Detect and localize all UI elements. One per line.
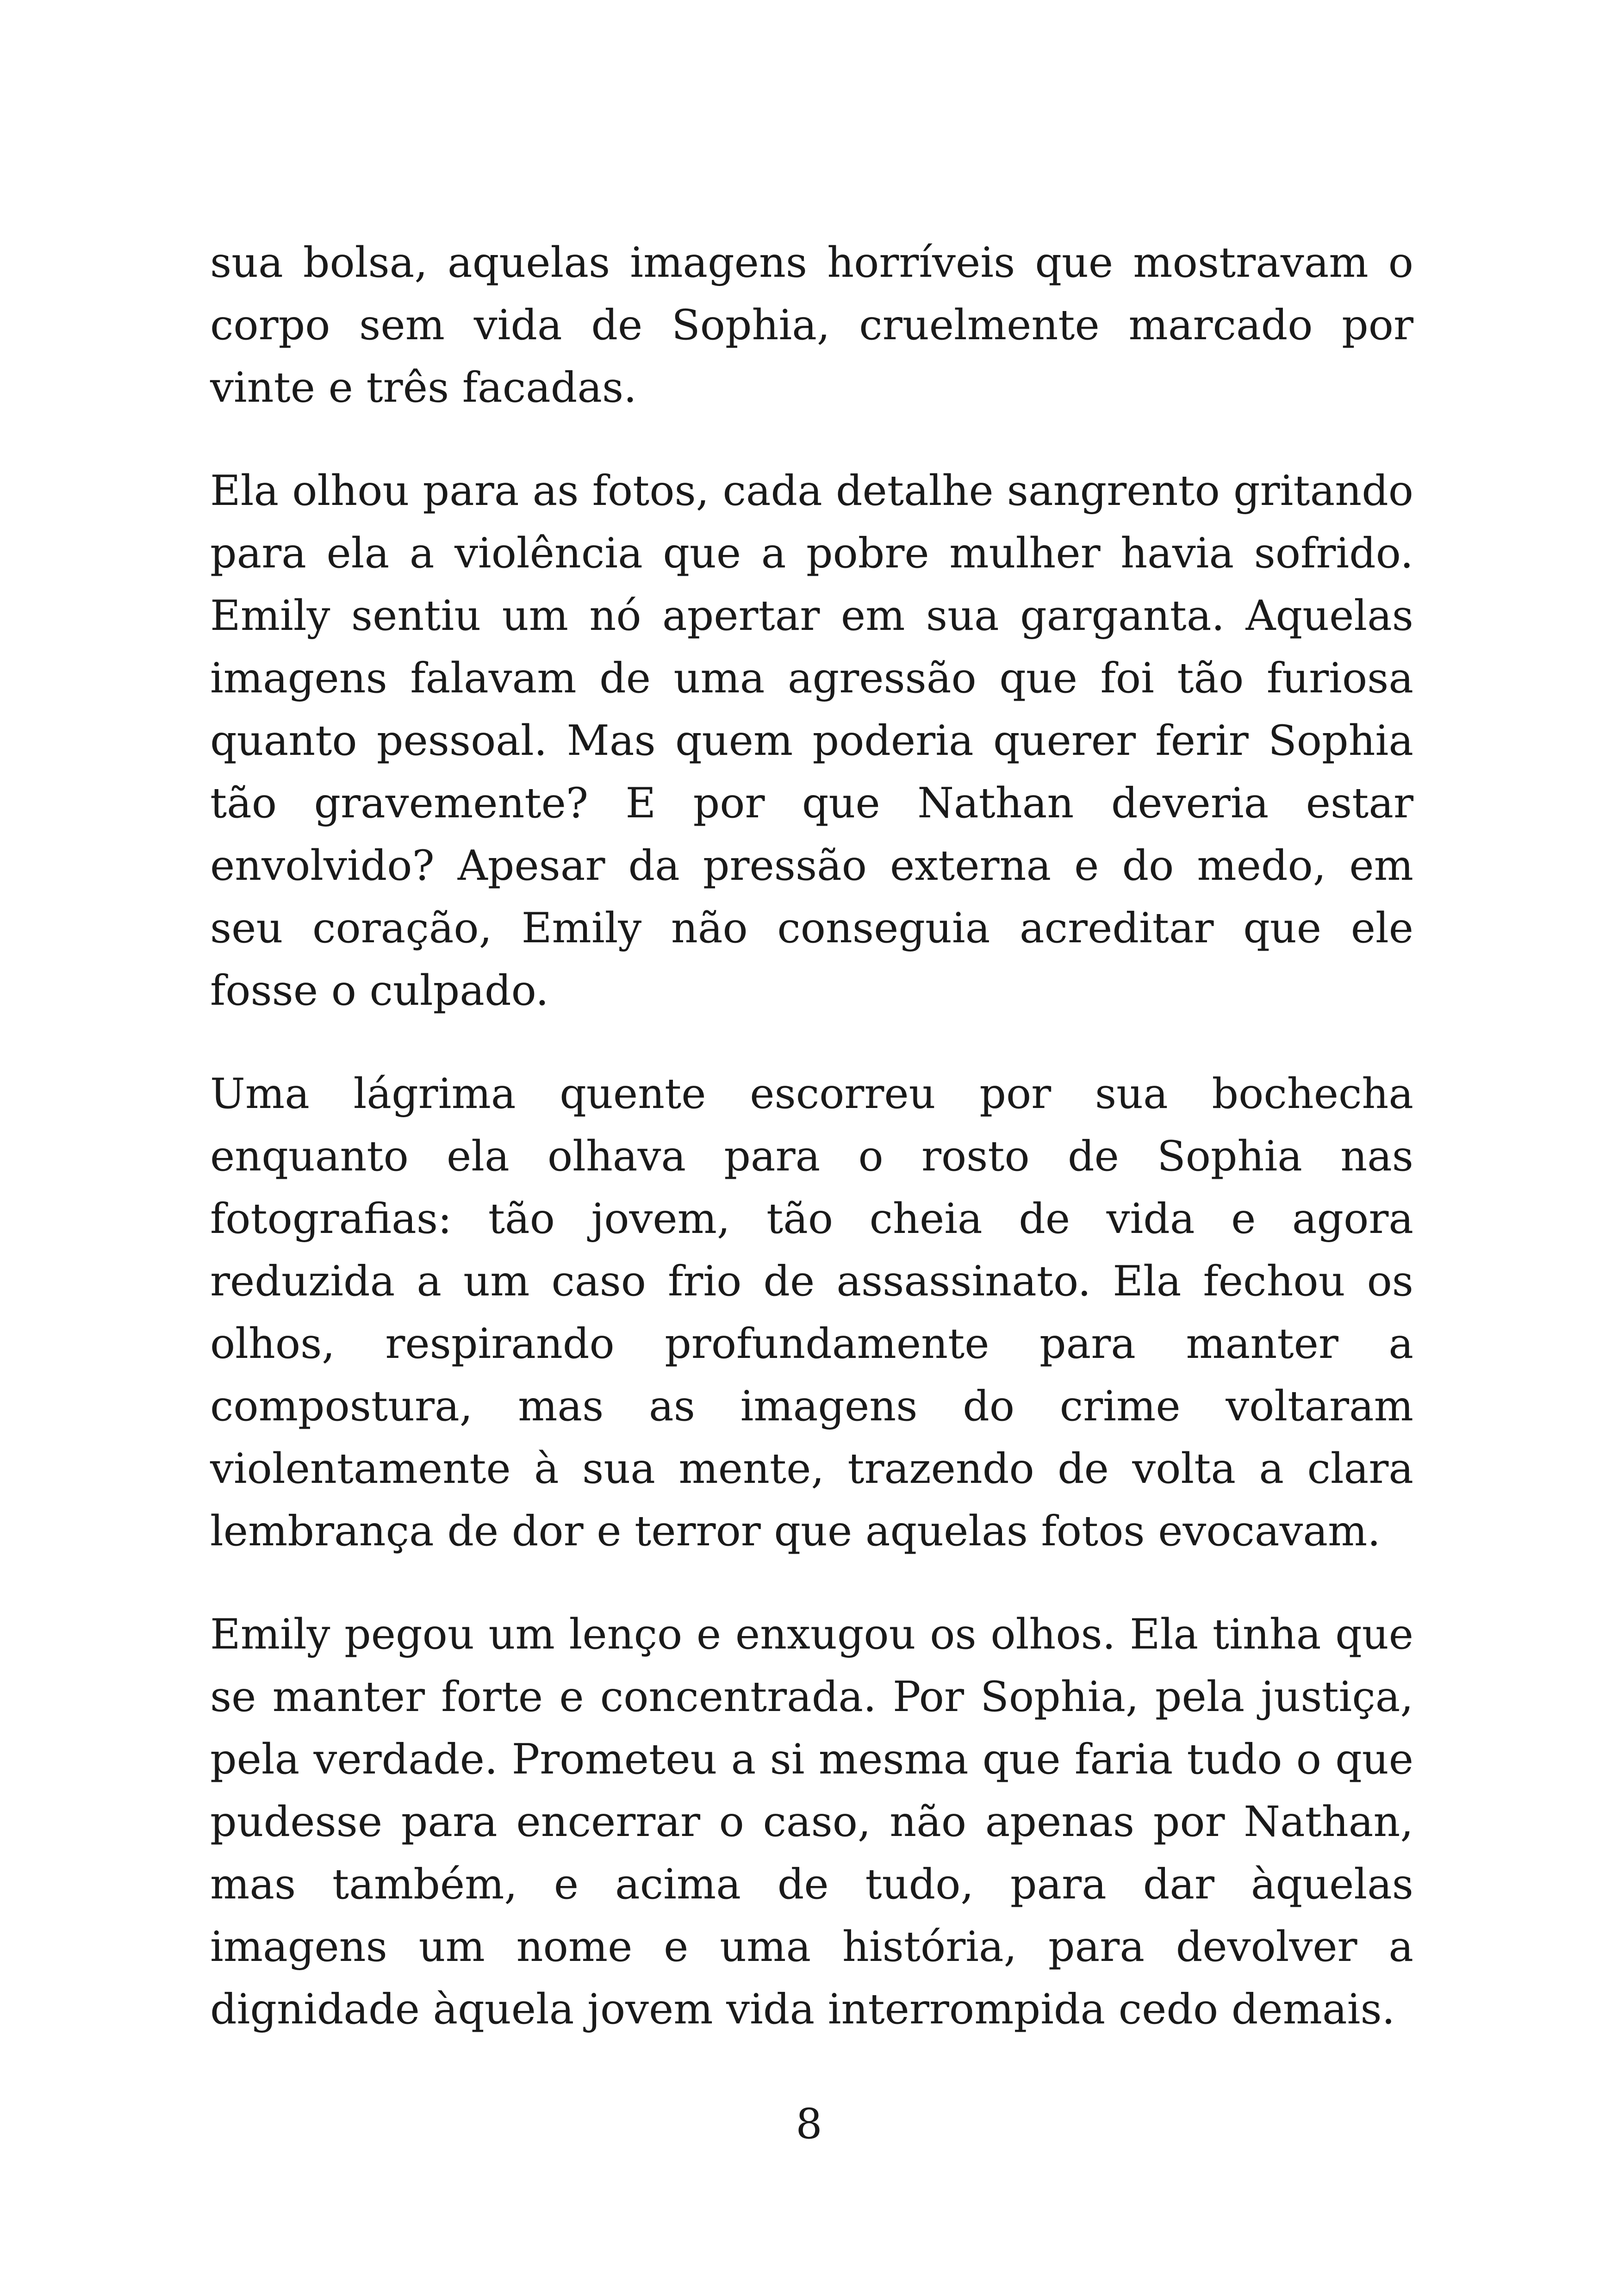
- page-number: 8: [796, 2100, 822, 2148]
- paragraph-2: Ela olhou para as fotos, cada detalhe sangrento gritando para ela a violência que a pobre mulher havia sofrido. Emily sentiu um nó apertar em sua garganta. Aquelas imagens falavam de uma agressão que foi tão furiosa quanto pessoal. Mas quem poderia querer ferir Sophia tão gravemente? E por que Nathan deveria estar envolvido? Apesar da pressão externa e do medo, em seu coração, Emily não conseguia acreditar que ele fosse o culpado.: [210, 467, 1413, 1015]
- paragraph-3: Uma lágrima quente escorreu por sua bochecha enquanto ela olhava para o rosto de Sophia nas fotografias: tão jovem, tão cheia de vida e agora reduzida a um caso frio de assassinato. Ela fechou os olhos, respirando profundamente para manter a compostura, mas as imagens do crime voltaram violentamente à sua mente, trazendo de volta a clara lembrança de dor e terror que aquelas fotos evocavam.: [210, 1070, 1413, 1556]
- body-text: [210, 231, 1413, 2081]
- paragraph-4: Emily pegou um lenço e enxugou os olhos. Ela tinha que se manter forte e concentrada. Por Sophia, pela justiça, pela verdade. Prometeu a si mesma que faria tudo o que pudesse para encerrar o caso, não apenas por Nathan, mas também, e acima de tudo, para dar àquelas imagens um nome e uma história, para devolver a dignidade àquela jovem vida interrompida cedo demais.: [210, 1610, 1413, 2034]
- paragraph-1: sua bolsa, aquelas imagens horríveis que mostravam o corpo sem vida de Sophia, cruelmente marcado por vinte e três facadas.: [210, 238, 1413, 412]
